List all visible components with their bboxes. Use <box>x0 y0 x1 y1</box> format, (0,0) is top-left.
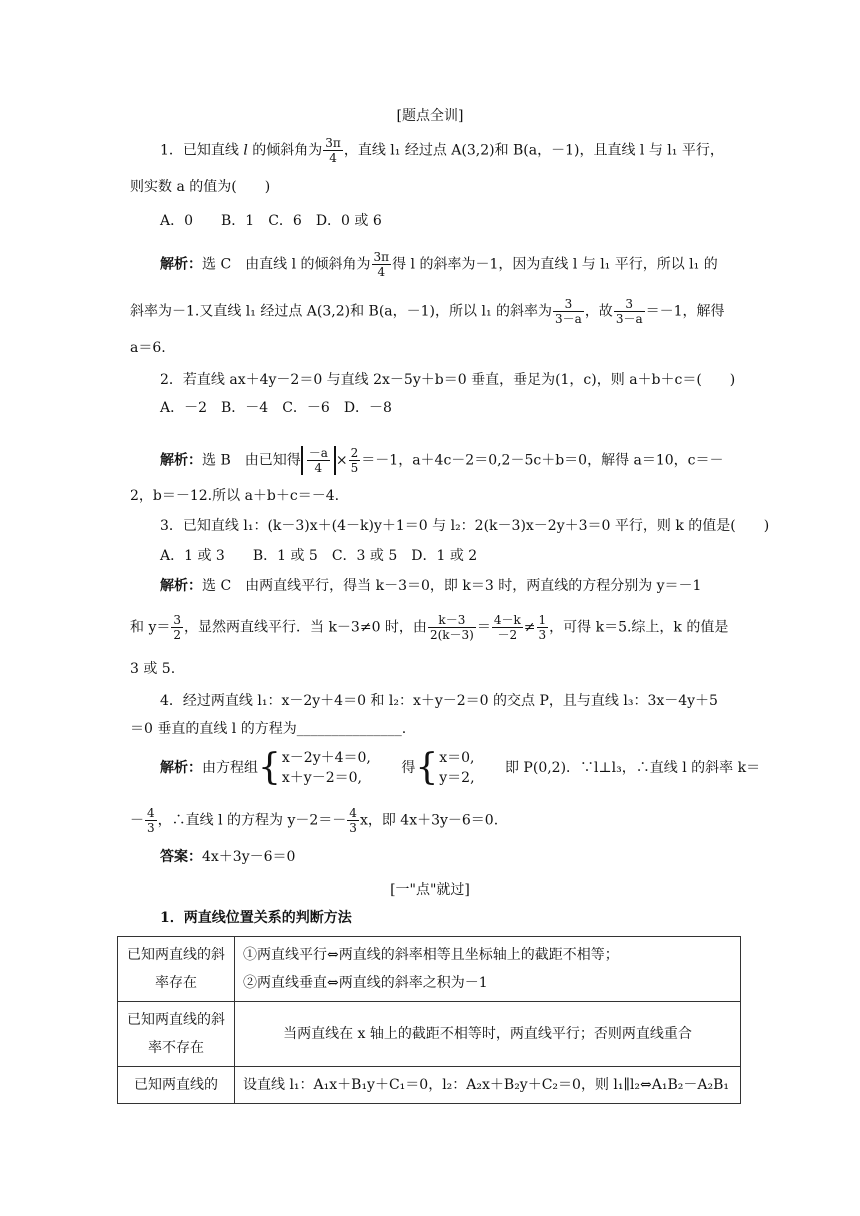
comparison-table <box>117 936 741 1104</box>
q4-line2: ＝0 垂直的直线 l 的方程为_______________. <box>130 721 407 737</box>
q1-solution-line1: 解析：选 C 由直线 l 的倾斜角为 $\frac{3\pi}{4}$ 得 l 的斜率为－1，因为直线 l 与 l₁ 平行，所以 l₁ 的 <box>160 250 718 279</box>
fraction: $\frac{4}{3}$ <box>349 806 357 835</box>
q3-solution-line1: 解析：选 C 由两直线平行，得当 k－3＝0，即 k＝3 时，两直线的方程分别为 y＝－1 <box>160 578 702 594</box>
table-row <box>118 937 741 1002</box>
table-cell: 当两直线在 x 轴上的截距不相等时，两直线平行；否则两直线重合 <box>235 1002 741 1067</box>
equation-system: x＝0, y＝2, <box>439 750 475 786</box>
fraction: $\frac{3\pi}{4}$ <box>373 250 390 279</box>
q1-line1: 1．已知直线 l 的倾斜角为 $\frac{3\pi}{4}$ ，直线 l₁ 经过点 A(3,2)和 B(a，－1)，且直线 l 与 l₁ 平行， <box>160 136 724 165</box>
q2-solution-line1: 解析：选 B 由已知得 $\frac{-a}{4}$ × $\frac{2}{5}$ ＝－1，a＋4c－2＝0,2－5c＋b＝0，解得 a＝10，c＝－ <box>160 446 724 475</box>
q3-solution-line2: 和 y＝ $\frac{3}{2}$ ，显然两直线平行．当 k－3≠0 时，由 $\frac{k-3}{2(k-3)}$ ＝ $\frac{4-k}{-2}$ ≠ $\frac{1}{3}$ ，可得 k＝5.综上，k 的值是 <box>130 613 729 642</box>
table-header-cell: 已知两直线的 <box>118 1067 235 1104</box>
fraction: $\frac{4}{3}$ <box>147 806 155 835</box>
section2-subtitle: 1．两直线位置关系的判断方法 <box>160 910 352 926</box>
fraction: $\frac{k-3}{2(k-3)}$ <box>429 613 474 642</box>
brace-glyph: { <box>258 747 281 788</box>
section2-title: [一"点"就过] <box>390 882 470 898</box>
q1-solution-line3: a＝6. <box>130 340 166 356</box>
q2-solution-line2: 2，b＝－12.所以 a＋b＋c＝－4. <box>130 488 340 504</box>
table-cell: ①两直线平行⇔两直线的斜率相等且坐标轴上的截距不相等； ②两直线垂直⇔两直线的斜率之积为－1 <box>235 937 741 1002</box>
q1-solution-line2: 斜率为－1.又直线 l₁ 经过点 A(3,2)和 B(a，－1)，所以 l₁ 的斜率为 $\frac{3}{3-a}$ ，故 $\frac{3}{3-a}$ ＝－1，解得 <box>130 297 725 326</box>
table-row <box>118 1067 741 1104</box>
q3-solution-line3: 3 或 5. <box>130 661 176 677</box>
q2-options: A．－2 B．－4 C．－6 D．－8 <box>160 400 392 416</box>
fraction: $\frac{2}{5}$ <box>350 446 359 475</box>
q3-line1: 3．已知直线 l₁：(k－3)x＋(4－k)y＋1＝0 与 l₂：2(k－3)x－2y＋3＝0 平行，则 k 的值是( ) <box>160 518 770 534</box>
q2-line1: 2．若直线 ax＋4y－2＝0 与直线 2x－5y＋b＝0 垂直，垂足为(1，c)，则 a＋b＋c＝( ) <box>160 372 736 388</box>
bracket-expression: $\frac{-a}{4}$ <box>301 446 336 475</box>
q4-answer: 答案：4x＋3y－6＝0 <box>160 849 296 865</box>
fraction: $\frac{3\pi}{4}$ <box>325 136 341 165</box>
q4-line1: 4．经过两直线 l₁：x－2y＋4＝0 和 l₂：x＋y－2＝0 的交点 P，且与直线 l₃：3x－4y＋5 <box>160 693 718 709</box>
q3-options: A．1 或 3 B．1 或 5 C．3 或 5 D．1 或 2 <box>160 548 478 564</box>
q4-solution-line1: 解析：由方程组{ x－2y＋4＝0, x＋y－2＝0, 得{ x＝0, y＝2, 即 P(0,2)．∵l⊥l₃，∴直线 l 的斜率 k＝ <box>160 747 761 788</box>
q1-options: A．0 B．1 C．6 D．0 或 6 <box>160 213 382 229</box>
table-cell: 设直线 l₁：A₁x＋B₁y＋C₁＝0，l₂：A₂x＋B₂y＋C₂＝0，则 l₁∥l₂⇔A₁B₂－A₂B₁ <box>235 1067 741 1104</box>
equation-system: x－2y＋4＝0, x＋y－2＝0, <box>281 750 371 786</box>
fraction: $\frac{3}{2}$ <box>173 613 181 642</box>
brace-glyph: { <box>415 747 439 788</box>
fraction: $\frac{3}{3-a}$ <box>555 297 582 326</box>
table-row <box>118 1002 741 1067</box>
table-header-cell: 已知两直线的斜率存在 <box>118 937 235 1002</box>
q1-line2: 则实数 a 的值为( ) <box>130 179 271 195</box>
table-header-cell: 已知两直线的斜率不存在 <box>118 1002 235 1067</box>
fraction: $\frac{4-k}{-2}$ <box>493 613 521 642</box>
fraction: $\frac{3}{3-a}$ <box>615 297 643 326</box>
fraction: $\frac{1}{3}$ <box>538 613 547 642</box>
section-title: [题点全训] <box>396 108 464 124</box>
q4-solution-line2: － $\frac{4}{3}$ ，∴直线 l 的方程为 y－2＝－ $\frac{4}{3}$ x，即 4x＋3y－6＝0. <box>130 806 499 835</box>
